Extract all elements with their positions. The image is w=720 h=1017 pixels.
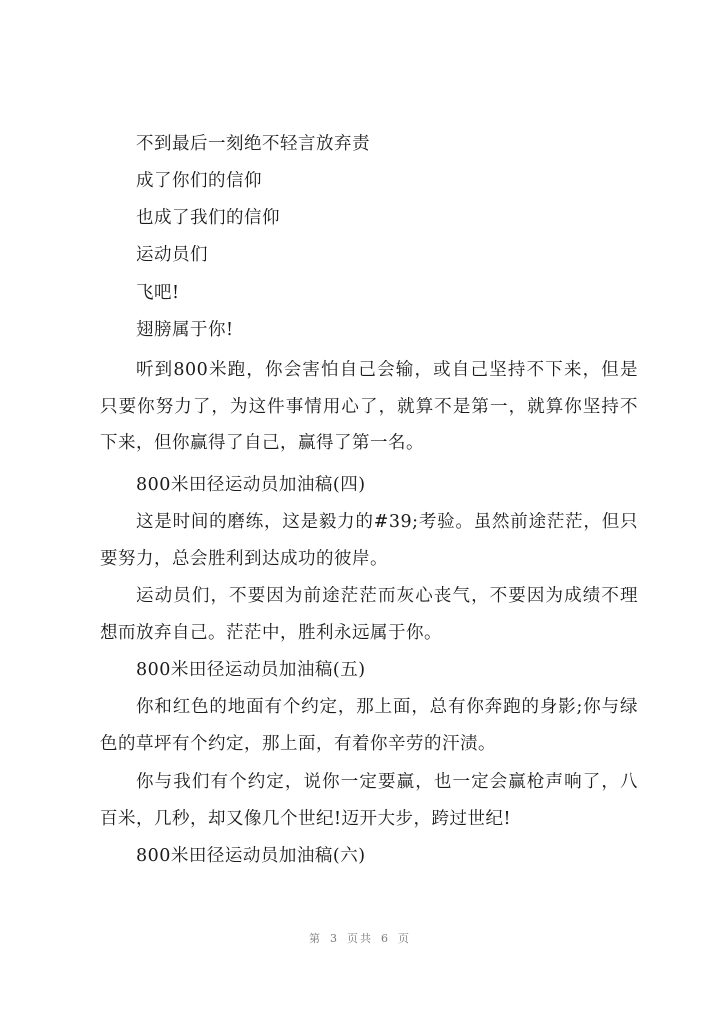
paragraph: 你和红色的地面有个约定，那上面，总有你奔跑的身影;你与绿色的草坪有个约定，那上面，有着你辛劳的汗渍。 [100, 697, 638, 754]
page-footer [0, 930, 720, 946]
paragraph: 听到800米跑，你会害怕自己会输，或自己坚持不下来，但是只要你努力了，为这件事情用心了，就算不是第一，就算你坚持不下来，但你赢得了自己，赢得了第一名。 [100, 360, 638, 453]
section-heading: 800米田径运动员加油稿(六) [136, 846, 366, 866]
paragraph: 你与我们有个约定，说你一定要赢，也一定会赢枪声响了，八百米，几秒，却又像几个世纪!迈开大步，跨过世纪! [100, 772, 638, 829]
page-total: 6 [381, 932, 390, 945]
text-line: 也成了我们的信仰 [136, 208, 280, 228]
paragraph: 运动员们，不要因为前途茫茫而灰心丧气，不要因为成绩不理想而放弃自己。茫茫中，胜利永远属于你。 [100, 586, 638, 643]
text-line: 不到最后一刻绝不轻言放弃责 [136, 134, 370, 154]
footer-ye: 页 [398, 932, 411, 945]
section-heading: 800米田径运动员加油稿(五) [136, 660, 366, 680]
text-line: 运动员们 [136, 245, 208, 265]
text-line: 成了你们的信仰 [136, 171, 262, 191]
footer-di: 第 [309, 932, 322, 945]
text-line: 飞吧! [136, 283, 180, 303]
section-heading: 800米田径运动员加油稿(四) [136, 475, 366, 495]
page-number: 3 [330, 932, 339, 945]
text-line: 翅膀属于你! [136, 320, 234, 340]
footer-ye-gong: 页共 [347, 932, 373, 945]
paragraph: 这是时间的磨练，这是毅力的#39;考验。虽然前途茫茫，但只要努力，总会胜利到达成功的彼岸。 [100, 512, 638, 569]
